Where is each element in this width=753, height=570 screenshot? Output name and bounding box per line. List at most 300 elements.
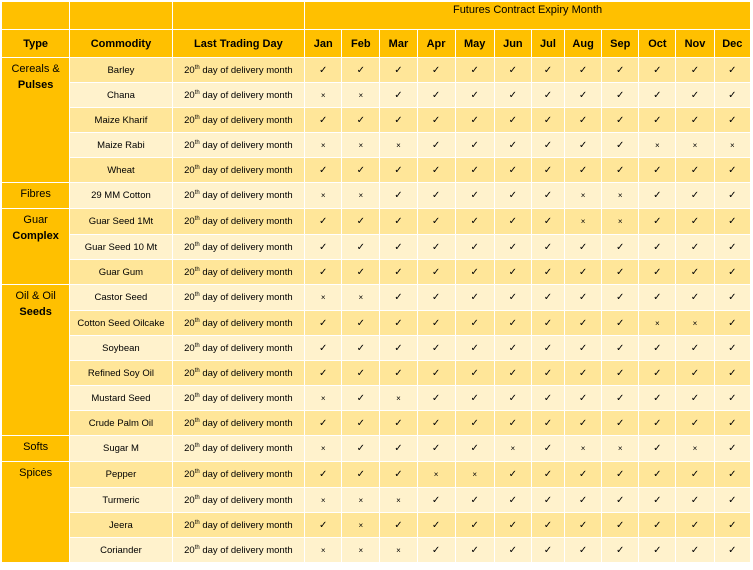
month-cell-aug (565, 158, 602, 183)
check-icon: ✓ (431, 544, 441, 556)
ltd-suffix: day of delivery month (199, 417, 293, 429)
table-row (2, 513, 751, 538)
month-cell-jan (305, 311, 342, 336)
ltd-prefix: 20 (184, 164, 195, 176)
table-row (2, 361, 751, 386)
ltd-prefix: 20 (184, 469, 195, 480)
check-icon: ✓ (508, 392, 518, 404)
month-cell-dec (714, 260, 750, 285)
month-cell-apr (417, 260, 455, 285)
month-cell-dec (714, 183, 750, 209)
check-icon: ✓ (653, 64, 662, 76)
check-icon: ✓ (653, 190, 662, 201)
month-cell-oct (639, 488, 676, 513)
check-icon: ✓ (578, 519, 588, 531)
month-cell-jul (531, 411, 564, 436)
check-icon: ✓ (356, 443, 366, 454)
table-row (2, 311, 751, 336)
month-cell-feb (342, 538, 380, 563)
month-cell-apr (417, 411, 455, 436)
month-cell-jun (494, 386, 531, 411)
check-icon: ✓ (356, 266, 366, 278)
ltd-prefix: 20 (184, 64, 195, 76)
table-row (2, 436, 751, 462)
month-cell-apr (417, 386, 455, 411)
check-icon: ✓ (394, 342, 403, 354)
check-icon: ✓ (470, 241, 479, 253)
check-icon: ✓ (318, 266, 328, 278)
month-cell-feb (342, 336, 380, 361)
table-row (2, 386, 751, 411)
check-icon: ✓ (616, 266, 625, 278)
check-icon: ✓ (508, 139, 518, 151)
last-trading-day (172, 513, 305, 538)
month-cell-dec (714, 436, 750, 462)
ltd-ordinal: th (194, 164, 200, 171)
check-icon: ✓ (508, 469, 518, 480)
check-icon: ✓ (470, 367, 479, 379)
commodity-name: Mustard Seed (70, 386, 172, 411)
ltd-prefix: 20 (184, 266, 195, 278)
last-trading-day (172, 411, 305, 436)
last-trading-day (172, 285, 305, 311)
month-cell-feb (342, 462, 380, 488)
month-cell-sep (602, 58, 639, 83)
month-cell-oct (639, 83, 676, 108)
last-trading-day (172, 462, 305, 488)
month-cell-apr (417, 538, 455, 563)
check-icon: ✓ (728, 494, 737, 506)
check-icon: ✓ (616, 417, 625, 429)
cross-icon: × (320, 90, 326, 100)
check-icon: ✓ (653, 114, 662, 126)
month-cell-apr (417, 83, 455, 108)
month-cell-jun (494, 538, 531, 563)
commodity-name: Jeera (70, 513, 172, 538)
month-cell-oct (639, 285, 676, 311)
check-icon: ✓ (508, 64, 518, 76)
month-cell-may (455, 513, 494, 538)
check-icon: ✓ (431, 241, 441, 253)
check-icon: ✓ (690, 241, 700, 253)
month-cell-jul (531, 83, 564, 108)
month-cell-jun (494, 209, 531, 235)
check-icon: ✓ (356, 469, 366, 480)
cross-icon: × (320, 545, 326, 555)
type-cell (2, 58, 70, 183)
ltd-ordinal: th (194, 64, 200, 71)
month-header-oct: Oct (639, 30, 676, 58)
month-cell-feb (342, 386, 380, 411)
check-icon: ✓ (690, 216, 700, 227)
ltd-prefix: 20 (184, 190, 195, 201)
check-icon: ✓ (543, 89, 553, 101)
month-header-feb: Feb (342, 30, 380, 58)
check-icon: ✓ (470, 342, 479, 354)
month-cell-jan (305, 513, 342, 538)
futures-expiry-title: Futures Contract Expiry Month (305, 2, 751, 30)
ltd-ordinal: th (194, 266, 200, 273)
month-cell-feb (342, 361, 380, 386)
month-cell-nov (676, 133, 714, 158)
month-cell-oct (639, 311, 676, 336)
month-header-apr: Apr (417, 30, 455, 58)
check-icon: ✓ (318, 469, 328, 480)
check-icon: ✓ (653, 164, 662, 176)
check-icon: ✓ (394, 241, 403, 253)
ltd-prefix: 20 (184, 392, 195, 404)
month-cell-jun (494, 436, 531, 462)
month-cell-jul (531, 183, 564, 209)
month-cell-nov (676, 411, 714, 436)
type-label-line2: Seeds (19, 306, 52, 318)
month-cell-mar (380, 183, 417, 209)
cross-icon: × (358, 191, 364, 200)
cross-icon: × (472, 470, 478, 479)
type-label-line1: Fibres (20, 188, 51, 200)
cross-icon: × (580, 191, 586, 200)
ltd-ordinal: th (194, 189, 200, 196)
month-cell-apr (417, 235, 455, 260)
check-icon: ✓ (578, 494, 588, 506)
check-icon: ✓ (578, 544, 588, 556)
month-cell-oct (639, 209, 676, 235)
check-icon: ✓ (431, 342, 441, 354)
month-cell-mar (380, 158, 417, 183)
check-icon: ✓ (508, 544, 518, 556)
table-row (2, 58, 751, 83)
last-trading-day (172, 386, 305, 411)
check-icon: ✓ (318, 519, 328, 531)
check-icon: ✓ (578, 266, 588, 278)
month-cell-jan (305, 336, 342, 361)
check-icon: ✓ (728, 292, 737, 303)
month-cell-dec (714, 133, 750, 158)
check-icon: ✓ (616, 469, 625, 480)
check-icon: ✓ (543, 342, 553, 354)
check-icon: ✓ (653, 342, 662, 354)
ltd-prefix: 20 (184, 317, 195, 329)
type-cell (2, 436, 70, 462)
blank-header-cell (70, 2, 172, 30)
cross-icon: × (358, 90, 364, 100)
check-icon: ✓ (578, 64, 588, 76)
check-icon: ✓ (356, 417, 366, 429)
table-row (2, 285, 751, 311)
check-icon: ✓ (431, 392, 441, 404)
month-cell-sep (602, 462, 639, 488)
month-cell-aug (565, 488, 602, 513)
month-cell-nov (676, 513, 714, 538)
check-icon: ✓ (394, 266, 403, 278)
month-cell-feb (342, 158, 380, 183)
check-icon: ✓ (431, 417, 441, 429)
month-cell-aug (565, 260, 602, 285)
check-icon: ✓ (578, 417, 588, 429)
month-cell-jul (531, 513, 564, 538)
month-cell-sep (602, 538, 639, 563)
commodity-name: Cotton Seed Oilcake (70, 311, 172, 336)
commodity-name: 29 MM Cotton (70, 183, 172, 209)
check-icon: ✓ (616, 114, 625, 126)
month-header-jun: Jun (494, 30, 531, 58)
check-icon: ✓ (394, 114, 403, 126)
month-cell-feb (342, 83, 380, 108)
month-cell-aug (565, 183, 602, 209)
month-cell-mar (380, 311, 417, 336)
check-icon: ✓ (318, 417, 328, 429)
month-cell-dec (714, 158, 750, 183)
check-icon: ✓ (431, 367, 441, 379)
month-cell-mar (380, 336, 417, 361)
month-cell-jan (305, 361, 342, 386)
check-icon: ✓ (431, 317, 441, 329)
month-cell-may (455, 411, 494, 436)
month-cell-mar (380, 488, 417, 513)
month-cell-apr (417, 462, 455, 488)
type-label-line2: Pulses (17, 79, 54, 91)
check-icon: ✓ (728, 392, 737, 404)
month-cell-apr (417, 285, 455, 311)
check-icon: ✓ (394, 190, 403, 201)
month-header-jul: Jul (531, 30, 564, 58)
month-cell-may (455, 336, 494, 361)
month-cell-jun (494, 183, 531, 209)
last-trading-day (172, 58, 305, 83)
check-icon: ✓ (394, 89, 403, 101)
ltd-suffix: day of delivery month (199, 89, 293, 101)
month-cell-feb (342, 411, 380, 436)
month-cell-jun (494, 83, 531, 108)
ltd-prefix: 20 (184, 544, 195, 556)
month-cell-apr (417, 158, 455, 183)
month-cell-aug (565, 108, 602, 133)
commodity-name: Guar Seed 1Mt (70, 209, 172, 235)
check-icon: ✓ (356, 317, 366, 329)
table-row (2, 209, 751, 235)
check-icon: ✓ (690, 89, 700, 101)
ltd-ordinal: th (194, 392, 200, 399)
month-cell-jan (305, 538, 342, 563)
check-icon: ✓ (728, 469, 737, 480)
month-cell-nov (676, 361, 714, 386)
last-trading-day (172, 361, 305, 386)
check-icon: ✓ (508, 114, 518, 126)
cross-icon: × (358, 495, 364, 505)
month-cell-jun (494, 361, 531, 386)
check-icon: ✓ (728, 89, 737, 101)
check-icon: ✓ (394, 64, 403, 76)
check-icon: ✓ (470, 64, 479, 76)
commodity-name: Turmeric (70, 488, 172, 513)
check-icon: ✓ (394, 469, 403, 480)
ltd-suffix: day of delivery month (199, 292, 293, 303)
month-cell-oct (639, 538, 676, 563)
month-cell-oct (639, 158, 676, 183)
month-cell-feb (342, 209, 380, 235)
commodity-name: Castor Seed (70, 285, 172, 311)
month-cell-sep (602, 158, 639, 183)
month-cell-feb (342, 133, 380, 158)
ltd-ordinal: th (194, 291, 200, 298)
cross-icon: × (320, 495, 326, 505)
check-icon: ✓ (543, 417, 553, 429)
check-icon: ✓ (470, 190, 479, 201)
check-icon: ✓ (728, 241, 737, 253)
check-icon: ✓ (394, 292, 403, 303)
month-cell-jul (531, 260, 564, 285)
commodity-name: Pepper (70, 462, 172, 488)
check-icon: ✓ (616, 89, 625, 101)
month-cell-oct (639, 411, 676, 436)
month-cell-mar (380, 285, 417, 311)
month-cell-dec (714, 462, 750, 488)
check-icon: ✓ (543, 443, 553, 454)
month-cell-may (455, 108, 494, 133)
last-trading-day (172, 336, 305, 361)
month-cell-jul (531, 235, 564, 260)
commodity-name: Sugar M (70, 436, 172, 462)
month-cell-mar (380, 513, 417, 538)
check-icon: ✓ (616, 317, 625, 329)
type-label-line1: Guar (23, 214, 48, 226)
month-cell-jan (305, 285, 342, 311)
check-icon: ✓ (728, 317, 737, 329)
check-icon: ✓ (508, 292, 518, 303)
check-icon: ✓ (690, 392, 700, 404)
cross-icon: × (320, 140, 326, 150)
ltd-suffix: day of delivery month (199, 114, 293, 126)
month-cell-aug (565, 336, 602, 361)
check-icon: ✓ (653, 292, 662, 303)
month-cell-aug (565, 361, 602, 386)
commodity-name: Wheat (70, 158, 172, 183)
month-cell-jul (531, 58, 564, 83)
month-cell-nov (676, 285, 714, 311)
month-cell-jan (305, 58, 342, 83)
month-cell-sep (602, 336, 639, 361)
month-cell-dec (714, 83, 750, 108)
month-cell-apr (417, 183, 455, 209)
check-icon: ✓ (318, 164, 328, 176)
month-cell-mar (380, 538, 417, 563)
check-icon: ✓ (543, 139, 553, 151)
month-cell-aug (565, 462, 602, 488)
check-icon: ✓ (394, 367, 403, 379)
check-icon: ✓ (616, 241, 625, 253)
month-cell-jun (494, 311, 531, 336)
month-cell-aug (565, 285, 602, 311)
month-cell-may (455, 209, 494, 235)
commodity-name: Refined Soy Oil (70, 361, 172, 386)
month-cell-jul (531, 158, 564, 183)
check-icon: ✓ (616, 139, 625, 151)
month-cell-apr (417, 513, 455, 538)
cross-icon: × (692, 140, 698, 150)
month-cell-may (455, 386, 494, 411)
month-cell-oct (639, 436, 676, 462)
month-cell-aug (565, 209, 602, 235)
month-cell-apr (417, 436, 455, 462)
month-cell-jul (531, 108, 564, 133)
check-icon: ✓ (578, 367, 588, 379)
check-icon: ✓ (728, 417, 737, 429)
month-cell-jul (531, 538, 564, 563)
check-icon: ✓ (543, 266, 553, 278)
month-cell-mar (380, 436, 417, 462)
check-icon: ✓ (728, 367, 737, 379)
check-icon: ✓ (470, 266, 479, 278)
month-cell-jan (305, 436, 342, 462)
month-cell-may (455, 436, 494, 462)
commodity-name: Guar Gum (70, 260, 172, 285)
check-icon: ✓ (508, 241, 518, 253)
month-cell-feb (342, 311, 380, 336)
type-cell (2, 209, 70, 285)
month-cell-apr (417, 488, 455, 513)
check-icon: ✓ (470, 89, 479, 101)
check-icon: ✓ (578, 114, 588, 126)
check-icon: ✓ (728, 216, 737, 227)
ltd-ordinal: th (194, 241, 200, 248)
month-cell-oct (639, 58, 676, 83)
month-header-jan: Jan (305, 30, 342, 58)
ltd-suffix: day of delivery month (199, 392, 293, 404)
check-icon: ✓ (690, 544, 700, 556)
check-icon: ✓ (578, 317, 588, 329)
check-icon: ✓ (356, 342, 366, 354)
check-icon: ✓ (356, 64, 366, 76)
ltd-prefix: 20 (184, 139, 195, 151)
month-cell-sep (602, 311, 639, 336)
month-cell-aug (565, 235, 602, 260)
check-icon: ✓ (543, 64, 553, 76)
commodity-name: Soybean (70, 336, 172, 361)
month-cell-jan (305, 209, 342, 235)
month-cell-jul (531, 488, 564, 513)
type-cell (2, 285, 70, 436)
check-icon: ✓ (470, 216, 479, 227)
month-cell-mar (380, 260, 417, 285)
cross-icon: × (617, 444, 623, 453)
month-cell-feb (342, 183, 380, 209)
ltd-suffix: day of delivery month (199, 367, 293, 379)
type-label-line2: Complex (12, 230, 59, 242)
month-cell-mar (380, 83, 417, 108)
check-icon: ✓ (470, 114, 479, 126)
month-cell-feb (342, 235, 380, 260)
check-icon: ✓ (690, 367, 700, 379)
check-icon: ✓ (508, 89, 518, 101)
month-cell-mar (380, 108, 417, 133)
ltd-ordinal: th (194, 544, 200, 551)
last-trading-day (172, 108, 305, 133)
month-cell-jun (494, 108, 531, 133)
ltd-ordinal: th (194, 417, 200, 424)
month-cell-dec (714, 336, 750, 361)
month-cell-jul (531, 133, 564, 158)
month-cell-jun (494, 158, 531, 183)
month-cell-sep (602, 183, 639, 209)
check-icon: ✓ (578, 292, 588, 303)
check-icon: ✓ (728, 519, 737, 531)
check-icon: ✓ (318, 342, 328, 354)
ltd-suffix: day of delivery month (199, 216, 293, 227)
check-icon: ✓ (653, 519, 662, 531)
table-row (2, 462, 751, 488)
check-icon: ✓ (690, 519, 700, 531)
check-icon: ✓ (578, 89, 588, 101)
